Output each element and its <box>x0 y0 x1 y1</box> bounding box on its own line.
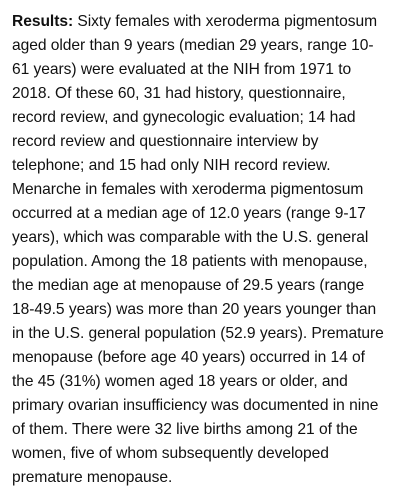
text-line-14: in the U.S. general population (52.9 years). Premature <box>12 325 384 342</box>
text-line-9: occurred at a median age of 12.0 years (range 9-17 <box>12 205 366 222</box>
text-line-15: menopause (before age 40 years) occurred in 14 of <box>12 349 365 366</box>
text-line-11: population. Among the 18 patients with menopause, <box>12 253 368 270</box>
text-line-6: record review and questionnaire interview by <box>12 133 319 150</box>
text-line-5: record review, and gynecologic evaluation; 14 had <box>12 109 356 126</box>
results-heading: Results: <box>12 13 74 30</box>
text-line-4: 2018. Of these 60, 31 had history, questionnaire, <box>12 85 346 102</box>
text-line-20: premature menopause. <box>12 469 173 486</box>
text-line-2: aged older than 9 years (median 29 years, range 10- <box>12 37 374 54</box>
text-line-12: the median age at menopause of 29.5 years (range <box>12 277 365 294</box>
text-line-1 <box>12 10 392 34</box>
text-line-17: primary ovarian insufficiency was documented in nine <box>12 397 379 414</box>
text-line-16: the 45 (31%) women aged 18 years or older, and <box>12 373 348 390</box>
results-paragraph <box>12 10 392 490</box>
text-line-18: of them. There were 32 live births among 21 of the <box>12 421 358 438</box>
text-line-13: 18-49.5 years) was more than 20 years younger than <box>12 301 377 318</box>
text-line-8: Menarche in females with xeroderma pigmentosum <box>12 181 364 198</box>
text-line-3: 61 years) were evaluated at the NIH from 1971 to <box>12 61 352 78</box>
text-line-19: women, five of whom subsequently developed <box>12 445 329 462</box>
text-line-1-body: Sixty females with xeroderma pigmentosum <box>73 13 378 30</box>
text-line-10: years), which was comparable with the U.S. general <box>12 229 369 246</box>
text-line-7: telephone; and 15 had only NIH record review. <box>12 157 331 174</box>
